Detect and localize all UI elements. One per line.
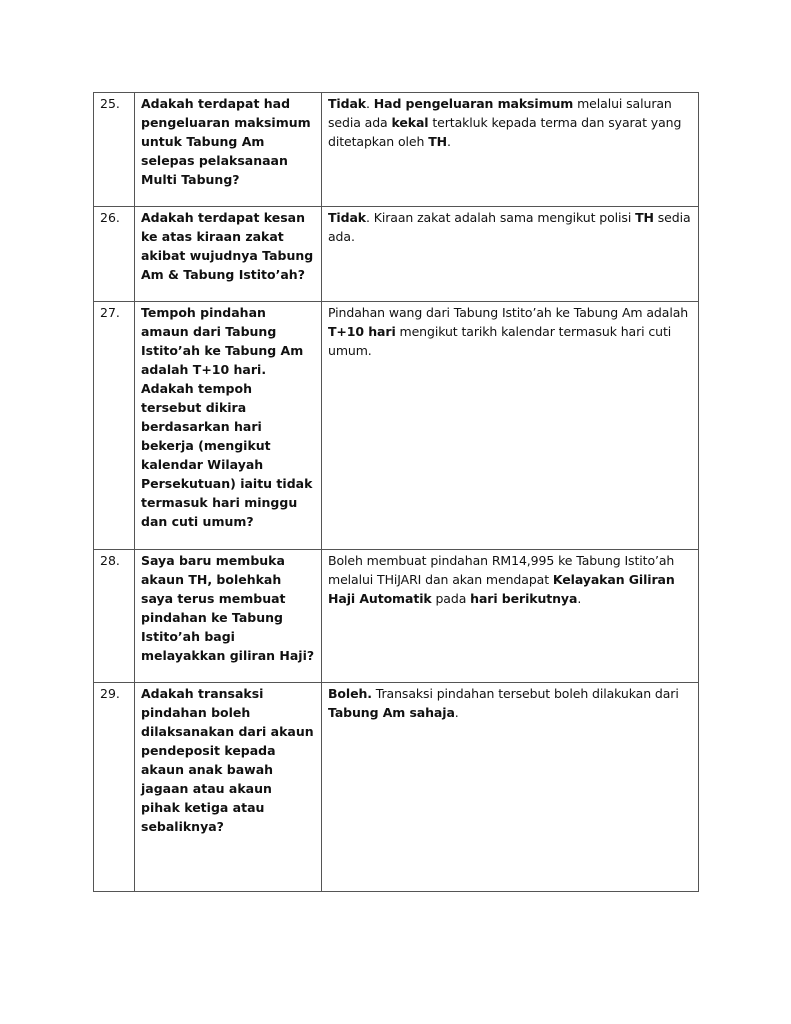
answer-text: . — [577, 591, 582, 606]
question-cell: Adakah transaksi pindahan boleh dilaksanakan dari akaun pendeposit kepada akaun anak bawah jagaan atau akaun pihak ketiga atau sebaliknya? — [135, 683, 322, 892]
answer-text: melalui saluran sedia ada — [328, 96, 672, 130]
answer-emphasis: kekal — [391, 115, 429, 130]
row-number: 25. — [94, 93, 135, 207]
answer-text: Transaksi pindahan tersebut boleh dilakukan dari — [371, 686, 679, 701]
row-number: 27. — [94, 302, 135, 550]
question-cell: Adakah terdapat kesan ke atas kiraan zakat akibat wujudnya Tabung Am & Tabung Istito’ah? — [135, 207, 322, 302]
answer-cell — [322, 550, 699, 683]
answer-emphasis: Had pengeluaran maksimum — [373, 96, 574, 111]
row-number: 29. — [94, 683, 135, 892]
answer-emphasis: Kelayakan Giliran Haji Automatik — [328, 572, 675, 606]
answer-text: sedia ada. — [328, 210, 691, 244]
faq-row — [94, 550, 699, 683]
faq-table — [93, 92, 699, 892]
answer-text: . — [446, 134, 451, 149]
question-cell: Saya baru membuka akaun TH, bolehkah saya terus membuat pindahan ke Tabung Istito’ah bagi melayakkan giliran Haji? — [135, 550, 322, 683]
answer-cell — [322, 302, 699, 550]
answer-text: . Kiraan zakat adalah sama mengikut polisi — [366, 210, 636, 225]
faq-row — [94, 207, 699, 302]
question-cell: Tempoh pindahan amaun dari Tabung Istito’ah ke Tabung Am adalah T+10 hari. Adakah tempoh tersebut dikira berdasarkan hari bekerja (mengikut kalendar Wilayah Persekutuan) iaitu tidak termasuk hari minggu dan cuti umum? — [135, 302, 322, 550]
faq-row — [94, 683, 699, 892]
row-number: 26. — [94, 207, 135, 302]
answer-emphasis: Tabung Am sahaja — [328, 705, 455, 720]
answer-emphasis: Boleh. — [328, 686, 372, 701]
answer-text: tertakluk kepada terma dan syarat yang ditetapkan oleh — [328, 115, 682, 149]
answer-cell — [322, 683, 699, 892]
answer-emphasis: T+10 hari — [328, 324, 396, 339]
answer-emphasis: TH — [428, 134, 447, 149]
answer-emphasis: Tidak — [328, 96, 367, 111]
answer-text: . — [454, 705, 459, 720]
faq-row — [94, 302, 699, 550]
answer-text: Boleh membuat pindahan RM14,995 ke Tabung Istito’ah melalui THiJARI dan akan mendapat — [328, 553, 675, 587]
answer-emphasis: Tidak — [328, 210, 367, 225]
answer-emphasis: TH — [635, 210, 654, 225]
answer-cell — [322, 93, 699, 207]
answer-cell — [322, 207, 699, 302]
answer-text: pada — [431, 591, 471, 606]
answer-text: mengikut tarikh kalendar termasuk hari cuti umum. — [328, 324, 672, 358]
question-cell: Adakah terdapat had pengeluaran maksimum untuk Tabung Am selepas pelaksanaan Multi Tabung? — [135, 93, 322, 207]
faq-row — [94, 93, 699, 207]
answer-emphasis: hari berikutnya — [470, 591, 578, 606]
answer-text: . — [366, 96, 374, 111]
row-number: 28. — [94, 550, 135, 683]
answer-text: Pindahan wang dari Tabung Istito’ah ke Tabung Am adalah — [328, 305, 689, 320]
